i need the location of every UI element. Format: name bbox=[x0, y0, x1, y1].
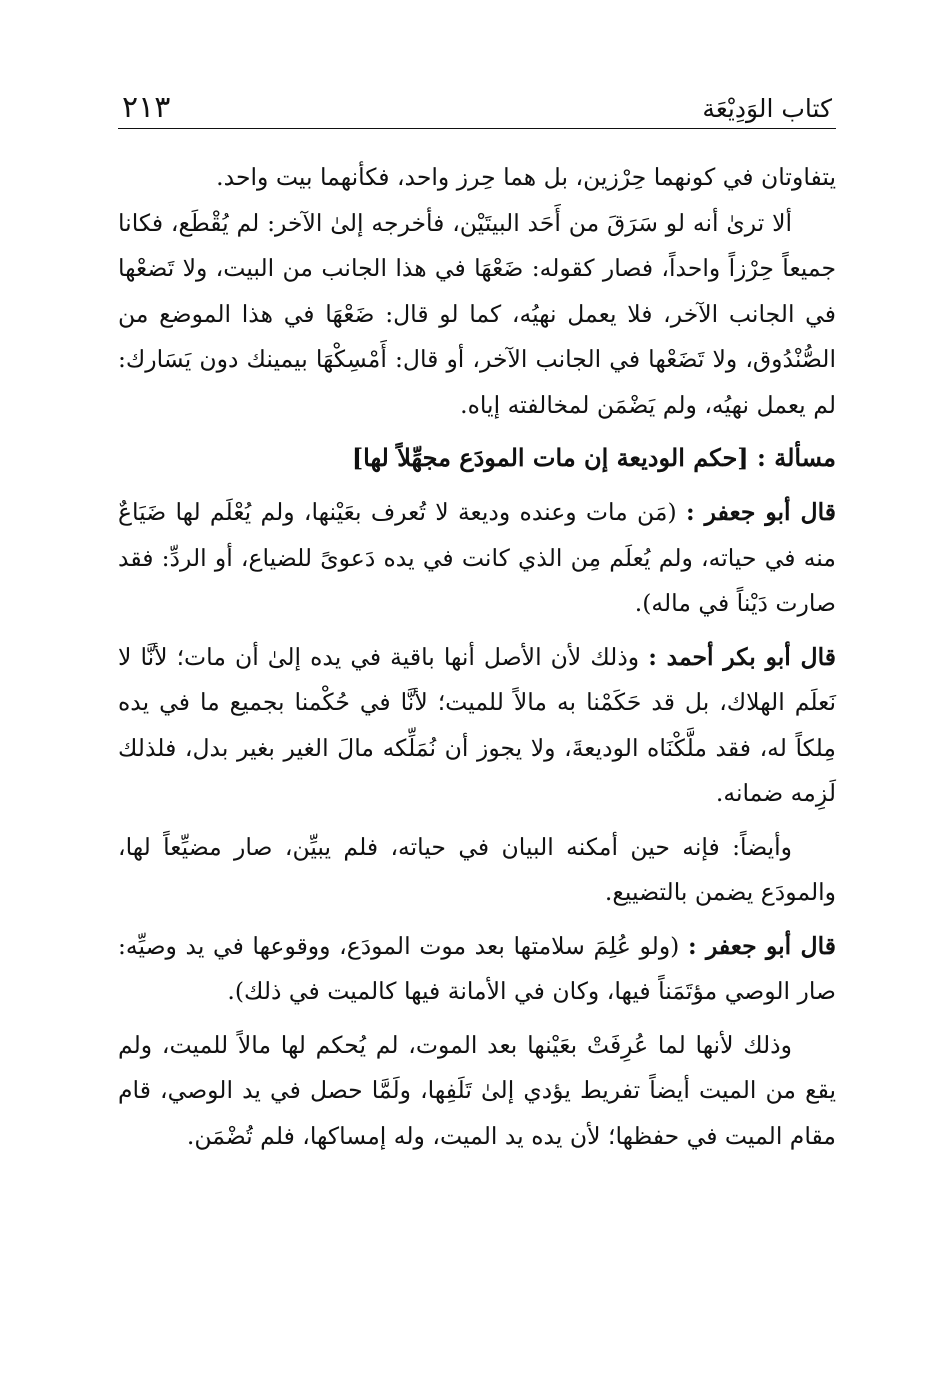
paragraph bbox=[118, 635, 836, 817]
issue-heading bbox=[118, 436, 836, 480]
paragraph-text: وذلك لأن الأصل أنها باقية في يده إلىٰ أن مات؛ لأنَّا لا نَعلَم الهلاك، بل قد حَكَمْنا به مالاً للميت؛ لأنَّا في حُكْمنا بجميع ما في يده مِلكاً له، فقد ملَّكْنَاه الوديعةَ، ولا يجوز أن نُمَلِّكه مالَ الغير بغير بدل، فلذلك لَزِمه ضمانه. bbox=[118, 642, 836, 807]
paragraph-text: وذلك لأنها لما عُرِفَتْ بعَيْنها بعد الموت، لم يُحكم لها مالاً للميت، ولم يقع من الميت أيضاً تفريط يؤدي إلىٰ تَلَفِها، ولَمَّا حصل في يد الوصي، قام مقام الميت في حفظها؛ لأن يده يد الميت، وله إمساكها، فلم تُضْمَن. bbox=[118, 1030, 836, 1150]
paragraph bbox=[118, 924, 836, 1015]
issue-label: مسألة : bbox=[757, 443, 836, 472]
running-header bbox=[118, 80, 836, 129]
paragraph-text: (مَن مات وعنده وديعة لا تُعرف بعَيْنها، ولم يُعْلَم لها ضَيَاعٌ منه في حياته، ولم يُعلَم مِن الذي كانت في يده دَعوىً للضياع، أو الردِّ: فقد صارت دَيْناً في ماله). bbox=[118, 498, 836, 617]
paragraph bbox=[118, 490, 836, 627]
body-text bbox=[118, 155, 836, 1159]
speaker-label: قال أبو بكر أحمد : bbox=[648, 642, 836, 671]
book-page bbox=[118, 80, 836, 1167]
paragraph-text: (ولو عُلِمَ سلامتها بعد موت المودَع، ووقوعها في يد وصيِّه: صار الوصي مؤتَمَناً فيها، وكان في الأمانة فيها كالميت في ذلك). bbox=[118, 931, 836, 1005]
issue-title: [حكم الوديعة إن مات المودَع مجهِّلاً لها] bbox=[351, 443, 749, 472]
paragraph bbox=[118, 155, 836, 201]
page-number: ٢١٣ bbox=[122, 90, 171, 125]
paragraph bbox=[118, 201, 836, 429]
paragraph-text: يتفاوتان في كونهما حِرْزين، بل هما حِرز واحد، فكأنهما بيت واحد. bbox=[216, 163, 836, 191]
paragraph-text: ألا ترىٰ أنه لو سَرَقَ من أَحَد البيتَيْن، فأخرجه إلىٰ الآخر: لم يُقْطَع، فكانا جميعاً حِرْزاً واحداً، فصار كقوله: ضَعْهَا في هذا الجانب من البيت، ولا تَضعْها في الجانب الآخر، فلا يعمل نهيُه، كما لو قال: ضَعْهَا في هذا الموضع من الصُّنْدُوق، ولا تَضَعْها في الجانب الآخر، أو قال: أَمْسِكْهَا بيمينك دون يَسَارك: لم يعمل نهيُه، ولم يَضْمَن لمخالفته إياه. bbox=[118, 208, 836, 419]
speaker-label: قال أبو جعفر : bbox=[685, 498, 836, 526]
chapter-title: كتاب الوَدِيْعَة bbox=[702, 94, 832, 123]
speaker-label: قال أبو جعفر : bbox=[687, 931, 836, 960]
paragraph bbox=[118, 1023, 836, 1160]
paragraph bbox=[118, 825, 836, 916]
paragraph-text: وأيضاً: فإنه حين أمكنه البيان في حياته، فلم يبيِّن، صار مضيِّعاً لها، والمودَع يضمن بالتضييع. bbox=[118, 832, 836, 906]
